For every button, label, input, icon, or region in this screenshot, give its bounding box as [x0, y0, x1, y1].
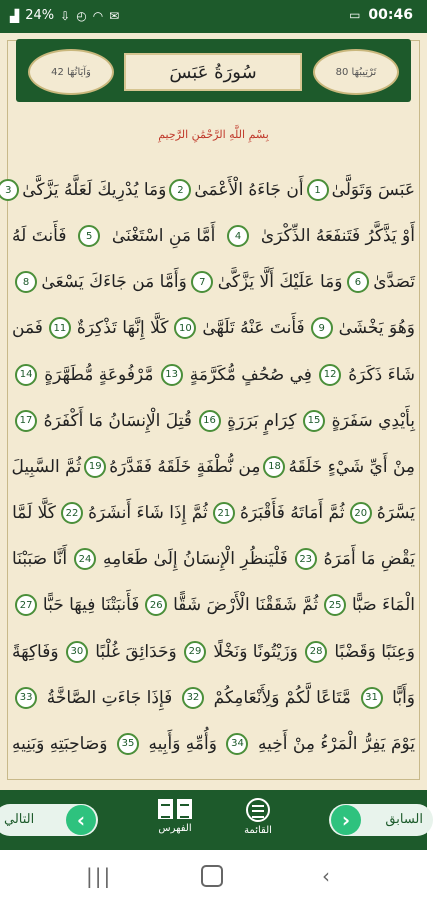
next-label: التالي	[4, 812, 35, 827]
index-button[interactable]	[145, 798, 205, 846]
ayah-number[interactable]: 14	[15, 364, 37, 386]
home-icon[interactable]	[201, 865, 223, 887]
ayah-text[interactable]: أَن جَاءَهُ الْأَعْمَىٰ	[194, 180, 304, 200]
ayah-number[interactable]: 10	[174, 317, 196, 339]
battery-icon: ▭	[349, 8, 361, 22]
menu-button[interactable]	[228, 798, 288, 846]
ayah-number[interactable]: 16	[199, 410, 221, 432]
ayah-text[interactable]: يَسَّرَهُ	[376, 503, 415, 524]
surah-header	[16, 39, 411, 102]
ayah-text[interactable]: ثُمَّ إِذَا شَاءَ أَنشَرَهُ	[88, 503, 208, 524]
ayah-text[interactable]: أَمَّا مَنِ اسْتَغْنَىٰ	[111, 226, 216, 247]
wifi-icon: ◠	[92, 8, 104, 23]
verse-line	[12, 355, 415, 395]
chevron-right-icon[interactable]: ›	[331, 805, 361, 835]
ayah-number[interactable]: 9	[311, 317, 333, 339]
ayah-number[interactable]: 2	[169, 179, 191, 201]
surah-title: سُورَةُ عَبَسَ	[124, 53, 302, 91]
verses-block[interactable]	[5, 170, 415, 782]
basmala: بِسْمِ اللَّهِ الرَّحْمَٰنِ الرَّحِيمِ	[158, 128, 269, 141]
previous-label: السابق	[385, 812, 423, 827]
ayah-text[interactable]: ثُمَّ أَمَاتَهُ فَأَقْبَرَهُ	[240, 503, 345, 524]
ayah-number[interactable]: 27	[15, 594, 37, 616]
ayah-number[interactable]: 7	[191, 271, 213, 293]
ayah-text[interactable]: وَفَاكِهَةً	[12, 641, 59, 662]
ayah-text[interactable]: كَلَّا إِنَّهَا تَذْكِرَةٌ	[76, 318, 169, 339]
bottom-nav	[0, 790, 427, 850]
ayah-text[interactable]: مِنْ أَيِّ شَيْءٍ خَلَقَهُ	[288, 456, 415, 477]
sim-icon: ▟	[10, 8, 20, 23]
status-right	[349, 7, 413, 23]
ayah-number[interactable]: 5	[78, 225, 100, 247]
ayah-number[interactable]: 22	[61, 502, 83, 524]
next-page-button[interactable]	[0, 804, 98, 836]
ayah-text[interactable]: فَإِذَا جَاءَتِ الصَّاخَّةُ	[46, 687, 173, 708]
ayah-number[interactable]: 34	[226, 733, 248, 755]
ayah-text[interactable]: وَعِنَبًا وَقَضْبًا	[334, 641, 415, 662]
status-bar	[0, 0, 427, 33]
battery-level: 24%	[25, 8, 55, 23]
verse-line	[12, 216, 415, 256]
menu-label: القائمة	[244, 825, 272, 836]
ayah-text[interactable]: فِي صُحُفٍ مُّكَرَّمَةٍ	[189, 364, 312, 385]
ayah-count-badge: وَآيَاتُهَا 42	[28, 49, 114, 95]
verse-line	[12, 401, 415, 441]
ayah-number[interactable]: 12	[319, 364, 341, 386]
verse-line	[12, 493, 415, 533]
ayah-text[interactable]: وَصَاحِبَتِهِ وَبَنِيهِ	[12, 733, 108, 754]
status-left	[10, 8, 119, 23]
ayah-text[interactable]: عَبَسَ وَتَوَلَّىٰ	[331, 180, 415, 200]
ayah-number[interactable]: 33	[15, 687, 37, 709]
ayah-text[interactable]: فَأَنتَ عَنْهُ تَلَهَّىٰ	[202, 318, 305, 339]
ayah-text[interactable]: الْمَاءَ صَبًّا	[351, 595, 415, 616]
ayah-text[interactable]: وَأَبًّا	[392, 687, 415, 708]
ayah-number[interactable]: 8	[15, 271, 37, 293]
ayah-text[interactable]: قُتِلَ الْإِنسَانُ مَا أَكْفَرَهُ	[43, 410, 192, 431]
ayah-number[interactable]: 4	[227, 225, 249, 247]
ayah-number[interactable]: 25	[324, 594, 346, 616]
verse-line	[12, 539, 415, 579]
mail-icon: ✉	[109, 8, 120, 23]
ayah-text[interactable]: تَصَدَّىٰ	[373, 272, 415, 293]
ayah-text[interactable]: وَأَمَّا مَن جَاءَكَ يَسْعَىٰ	[41, 272, 187, 293]
ayah-number[interactable]: 18	[263, 456, 285, 478]
verse-line	[12, 308, 415, 348]
ayah-text[interactable]: فَأَنتَ لَهُ	[12, 226, 67, 247]
ayah-text[interactable]: ثُمَّ شَقَقْنَا الْأَرْضَ شَقًّا	[173, 595, 319, 616]
ayah-text[interactable]: وَزَيْتُونًا وَنَخْلًا	[213, 641, 298, 662]
previous-page-button[interactable]	[329, 804, 433, 836]
ayah-number[interactable]: 19	[84, 456, 106, 478]
recent-apps-icon[interactable]: |||	[86, 864, 113, 888]
ayah-number[interactable]: 1	[307, 179, 329, 201]
ayah-number[interactable]: 17	[15, 410, 37, 432]
ayah-number[interactable]: 24	[74, 548, 96, 570]
ayah-text[interactable]: بِأَيْدِي سَفَرَةٍ	[331, 410, 415, 431]
ayah-text[interactable]: وَهُوَ يَخْشَىٰ	[338, 318, 415, 339]
ayah-text[interactable]: كَلَّا لَمَّا	[12, 503, 56, 524]
ayah-number[interactable]: 11	[49, 317, 71, 339]
verse-line	[12, 724, 415, 764]
ayah-text[interactable]: مِن نُّطْفَةٍ خَلَقَهُ فَقَدَّرَهُ	[109, 456, 261, 477]
clock: 00:46	[368, 7, 413, 23]
ayah-text[interactable]: وَمَا يُدْرِيكَ لَعَلَّهُ يَزَّكَّىٰ	[22, 180, 167, 200]
ayah-number[interactable]: 13	[161, 364, 183, 386]
ayah-number[interactable]: 30	[66, 641, 88, 663]
ayah-text[interactable]: ثُمَّ السَّبِيلَ	[11, 456, 82, 477]
ayah-number[interactable]: 31	[361, 687, 383, 709]
ayah-number[interactable]: 6	[347, 271, 369, 293]
ayah-number[interactable]: 29	[184, 641, 206, 663]
surah-order-badge: تَرْتِيبُهَا 80	[313, 49, 399, 95]
ayah-text[interactable]: فَأَنبَتْنَا فِيهَا حَبًّا	[42, 595, 140, 616]
book-icon	[157, 798, 193, 820]
ayah-number[interactable]: 20	[350, 502, 372, 524]
ayah-text[interactable]: كِرَامٍ بَرَرَةٍ	[227, 410, 297, 431]
ayah-number[interactable]: 28	[305, 641, 327, 663]
ayah-text[interactable]: وَحَدَائِقَ غُلْبًا	[95, 641, 177, 662]
download-icon: ⇩	[60, 8, 71, 23]
ayah-number[interactable]: 23	[295, 548, 317, 570]
index-label: الفهرس	[158, 823, 192, 834]
ayah-text[interactable]: وَمَا عَلَيْكَ أَلَّا يَزَّكَّىٰ	[217, 272, 343, 293]
ayah-number[interactable]: 26	[145, 594, 167, 616]
ayah-text[interactable]: أَوْ يَذَّكَّرُ فَتَنفَعَهُ الذِّكْرَىٰ	[260, 226, 415, 247]
system-nav-bar	[0, 850, 427, 900]
ayah-number[interactable]: 35	[117, 733, 139, 755]
chevron-left-icon[interactable]: ‹	[66, 805, 96, 835]
ayah-number[interactable]: 21	[213, 502, 235, 524]
verse-line	[12, 632, 415, 672]
ayah-text[interactable]: يَوْمَ يَفِرُّ الْمَرْءُ مِنْ أَخِيهِ	[258, 733, 415, 754]
menu-icon	[246, 798, 270, 822]
verse-line	[5, 170, 415, 210]
ayah-text[interactable]: يَقْضِ مَا أَمَرَهُ	[323, 549, 415, 570]
ayah-text[interactable]: فَلْيَنظُرِ الْإِنسَانُ إِلَىٰ طَعَامِهِ	[102, 549, 288, 570]
ayah-text[interactable]: وَأُمِّهِ وَأَبِيهِ	[148, 733, 217, 754]
ayah-number[interactable]: 32	[182, 687, 204, 709]
ayah-number[interactable]: 15	[303, 410, 325, 432]
ayah-text[interactable]: فَمَن	[12, 318, 43, 339]
back-icon[interactable]: ‹	[322, 864, 330, 888]
verse-line	[12, 585, 415, 625]
ayah-text[interactable]: أَنَّا صَبَبْنَا	[12, 549, 68, 570]
ayah-text[interactable]: مَّرْفُوعَةٍ مُّطَهَّرَةٍ	[44, 364, 154, 385]
ayah-text[interactable]: مَّتَاعًا لَّكُمْ وَلِأَنْعَامِكُمْ	[213, 687, 351, 708]
verse-line	[12, 447, 415, 487]
verse-line	[12, 262, 415, 302]
ayah-text[interactable]: شَاءَ ذَكَرَهُ	[348, 364, 415, 385]
alarm-icon: ◴	[76, 8, 87, 23]
ayah-number[interactable]: 3	[0, 179, 19, 201]
verse-line	[12, 678, 415, 718]
